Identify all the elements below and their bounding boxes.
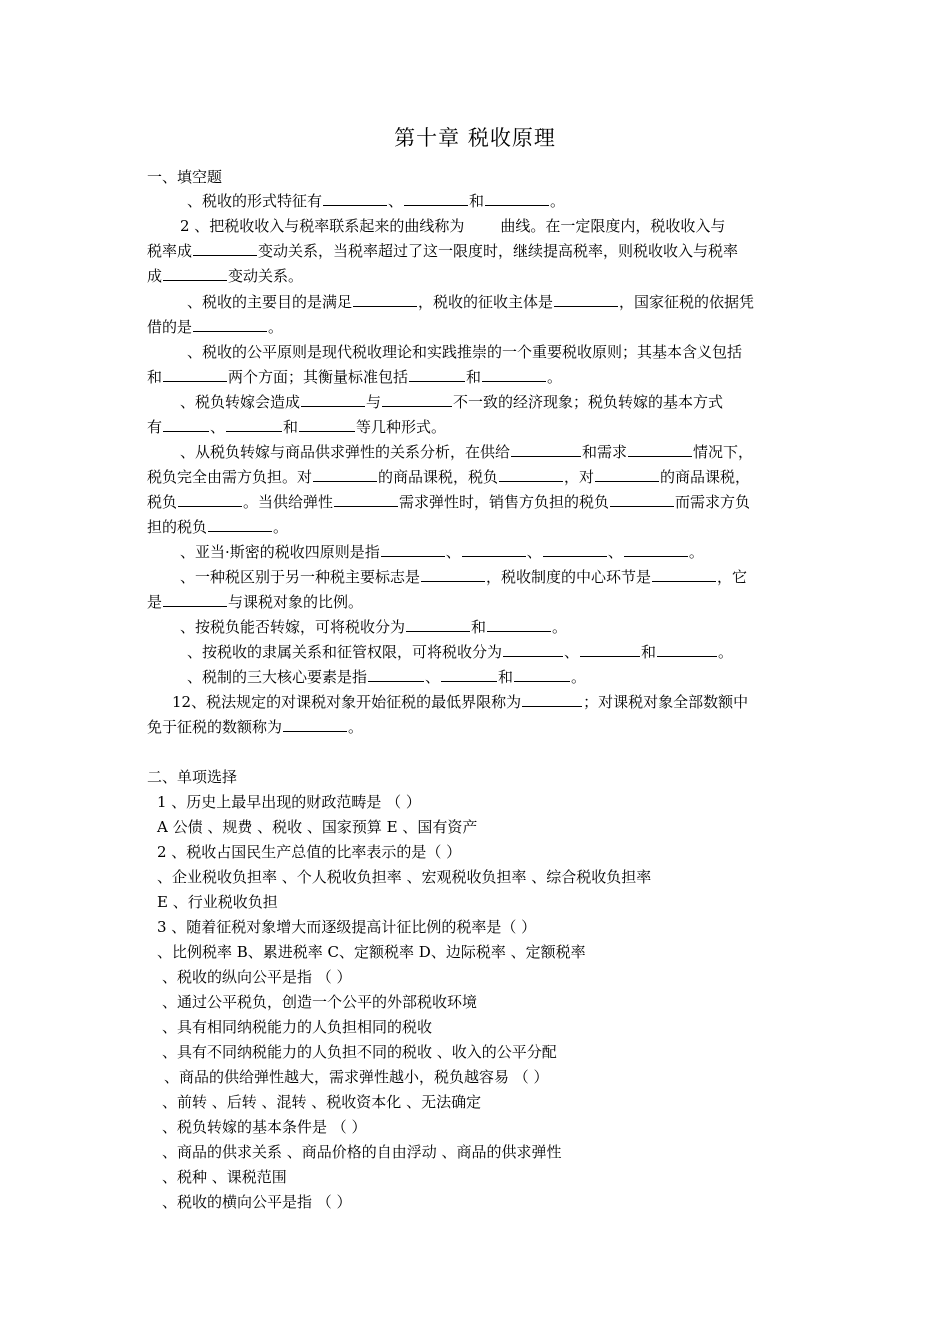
fill-question-9: 、按税负能否转嫁，可将税收分为 和 。 [180,618,568,636]
fill-question-8-line2: 是 与课税对象的比例。 [147,593,364,611]
fill-question-3-line2: 借的是 。 [147,318,284,336]
answer-blank[interactable] [368,667,424,682]
fill-question-5: 、税负转嫁会造成 与 不一致的经济现象；税负转嫁的基本方式 [180,393,724,411]
answer-blank[interactable] [381,542,445,557]
fill-question-6-line2: 税负完全由需方负担。对 的商品课税，税负 ，对 的商品课税， [147,468,751,486]
choice-question-5: 、商品的供给弹性越大，需求弹性越小，税负越容易 （ ） [164,1068,549,1086]
fill-question-12-line2: 免于征税的数额称为 。 [147,718,364,736]
answer-blank[interactable] [499,467,563,482]
answer-blank[interactable] [503,642,563,657]
page-title: 第十章 税收原理 [394,126,556,150]
section-heading-single-choice: 二、单项选择 [147,768,238,786]
fill-question-11: 、税制的三大核心要素是指 、 和 。 [187,668,587,686]
choice-options-5: 、前转 、后转 、混转 、税收资本化 、无法确定 [162,1093,482,1111]
answer-blank[interactable] [299,417,355,432]
fill-question-4: 、税收的公平原则是现代税收理论和实践推崇的一个重要税收原则；其基本含义包括 [187,343,743,361]
choice-option-6b: 、税种 、课税范围 [162,1168,287,1186]
answer-blank[interactable] [163,592,227,607]
choice-option-2e: E 、行业税收负担 [157,893,278,911]
fill-question-6-line3: 税负 。当供给弹性 需求弹性时，销售方负担的税负 而需求方负 [147,493,751,511]
answer-blank[interactable] [652,567,716,582]
answer-blank[interactable] [353,292,417,307]
fill-question-7: 、亚当·斯密的税收四原则是指 、 、 、 。 [180,543,704,561]
answer-blank[interactable] [421,567,485,582]
answer-blank[interactable] [178,492,242,507]
answer-blank[interactable] [628,442,692,457]
answer-blank[interactable] [543,542,607,557]
fill-question-1: 、税收的形式特征有 、 和 。 [187,192,566,210]
answer-blank[interactable] [511,442,581,457]
answer-blank[interactable] [485,191,549,206]
answer-blank[interactable] [657,642,717,657]
answer-blank[interactable] [163,266,227,281]
fill-question-5-line2: 有 、 和 等几种形式。 [147,418,447,436]
answer-blank[interactable] [313,467,377,482]
answer-blank[interactable] [404,191,468,206]
answer-blank[interactable] [406,617,470,632]
choice-question-3: 3 、随着征税对象增大而逐级提高计征比例的税率是（ ） [157,918,537,936]
answer-blank[interactable] [163,417,209,432]
choice-options-2: 、企业税收负担率 、个人税收负担率 、宏观税收负担率 、综合税收负担率 [157,868,652,886]
choice-question-7: 、税收的横向公平是指 （ ） [162,1193,352,1211]
answer-blank[interactable] [487,617,551,632]
fill-question-2: 2 、把税收收入与税率联系起来的曲线称为 曲线。在一定限度内，税收收入与 [180,217,726,235]
answer-blank[interactable] [334,492,398,507]
answer-blank[interactable] [193,241,257,256]
answer-blank[interactable] [301,392,365,407]
answer-blank[interactable] [624,542,688,557]
fill-question-10: 、按税收的隶属关系和征管权限，可将税收分为 、 和 。 [187,643,734,661]
answer-blank[interactable] [514,667,570,682]
fill-question-6-line4: 担的税负 。 [147,518,289,536]
answer-blank[interactable] [226,417,282,432]
answer-blank[interactable] [595,467,659,482]
fill-question-2-line2: 税率成 变动关系，当税率超过了这一限度时，继续提高税率，则税收收入与税率 [147,242,739,260]
choice-question-2: 2 、税收占国民生产总值的比率表示的是（ ） [157,843,462,861]
answer-blank[interactable] [482,367,546,382]
answer-blank[interactable] [409,367,465,382]
choice-question-4: 、税收的纵向公平是指 （ ） [162,968,352,986]
fill-question-2-line3: 成 变动关系。 [147,267,304,285]
answer-blank[interactable] [163,367,227,382]
choice-question-1: 1 、历史上最早出现的财政范畴是 （ ） [157,793,421,811]
answer-blank[interactable] [610,492,674,507]
choice-options-3: 、比例税率 B、累进税率 C、定额税率 D、边际税率 、定额税率 [157,943,586,961]
choice-option-4a: 、通过公平税负，创造一个公平的外部税收环境 [162,993,478,1011]
fill-question-8: 、一种税区别于另一种税主要标志是 ，税收制度的中心环节是 ，它 [180,568,748,586]
answer-blank[interactable] [323,191,387,206]
choice-option-4b: 、具有相同纳税能力的人负担相同的税收 [162,1018,433,1036]
answer-blank[interactable] [208,517,272,532]
answer-blank[interactable] [580,642,640,657]
choice-question-6: 、税负转嫁的基本条件是 （ ） [162,1118,367,1136]
choice-option-6a: 、商品的供求关系 、商品价格的自由浮动 、商品的供求弹性 [162,1143,562,1161]
answer-blank[interactable] [554,292,618,307]
answer-blank[interactable] [462,542,526,557]
answer-blank[interactable] [283,717,347,732]
answer-blank[interactable] [441,667,497,682]
fill-question-4-line2: 和 两个方面；其衡量标准包括 和 。 [147,368,563,386]
fill-question-3: 、税收的主要目的是满足 ，税收的征收主体是 ，国家征税的依据凭 [187,293,755,311]
fill-question-6: 、从税负转嫁与商品供求弹性的关系分析，在供给 和需求 情况下， [180,443,754,461]
choice-options-1: A 公债 、规费 、税收 、国家预算 E 、国有资产 [157,818,478,836]
answer-blank[interactable] [193,317,267,332]
fill-question-12: 12、税法规定的对课税对象开始征税的最低界限称为 ；对课税对象全部数额中 [172,693,749,711]
answer-blank[interactable] [522,692,582,707]
section-heading-fill: 一、填空题 [147,168,223,186]
choice-option-4c: 、具有不同纳税能力的人负担不同的税收 、收入的公平分配 [162,1043,557,1061]
answer-blank[interactable] [382,392,452,407]
